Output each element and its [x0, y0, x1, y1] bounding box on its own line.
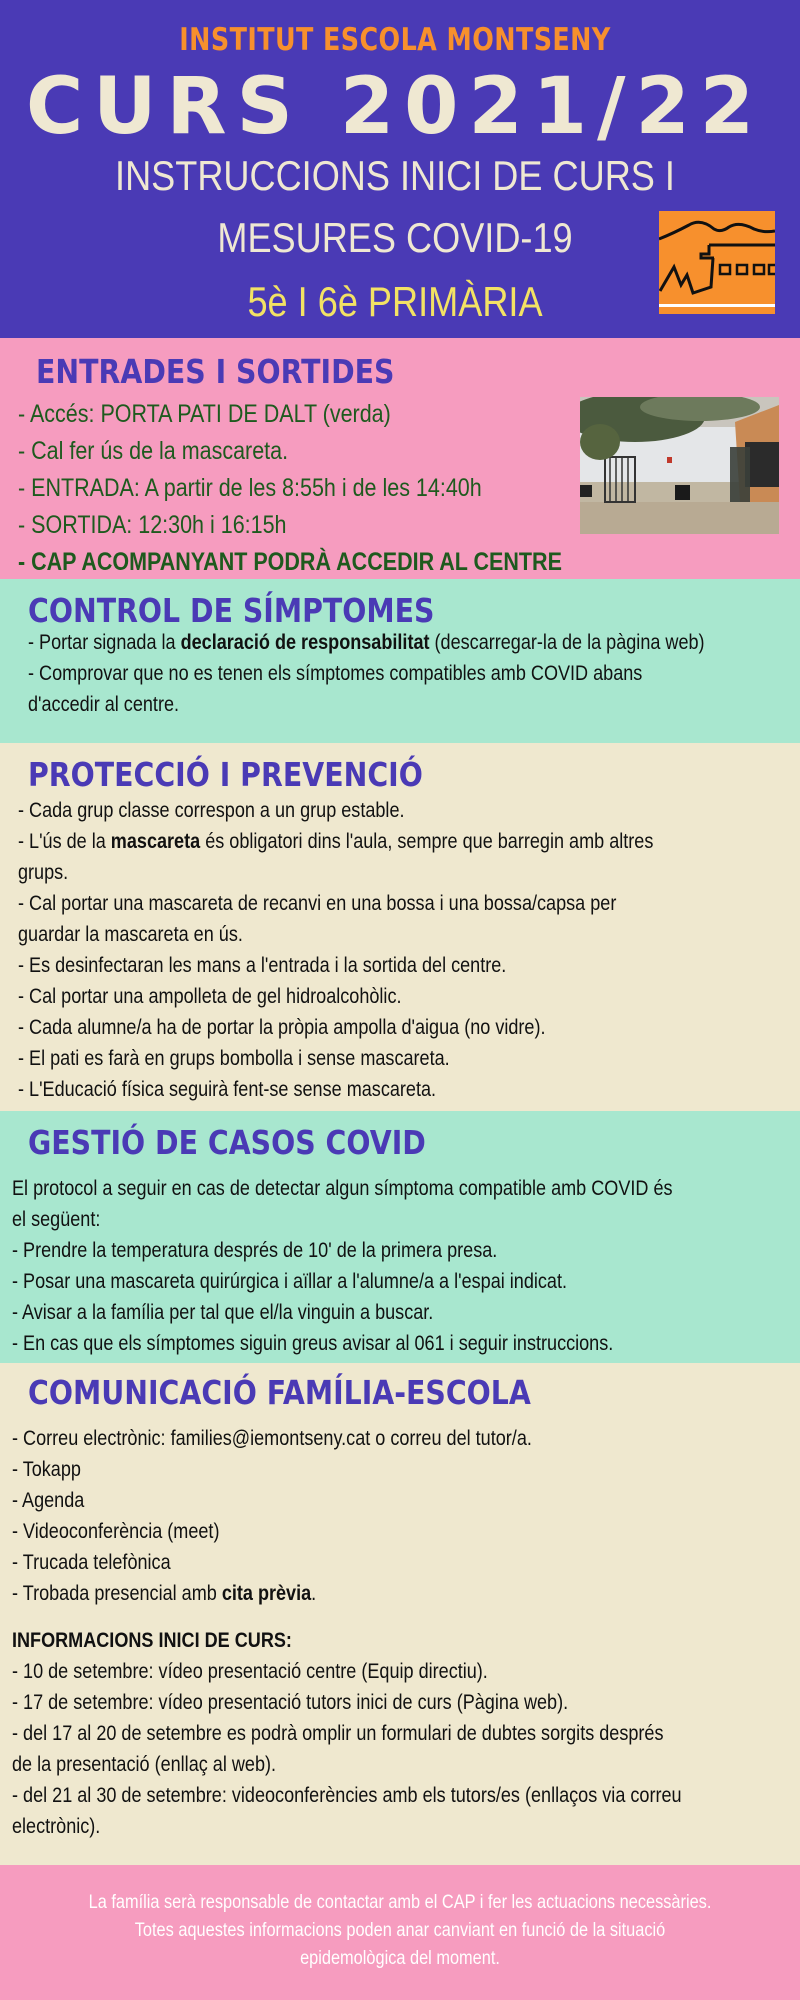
- school-name: INSTITUT ESCOLA MONTSENY: [179, 22, 611, 58]
- course-title: CURS 2021/22: [25, 62, 765, 152]
- subtitle-line-2: MESURES COVID-19: [217, 214, 573, 261]
- list-item: - El pati es farà en grups bombolla i sense mascareta.: [18, 1047, 450, 1070]
- list-item: - del 21 al 30 de setembre: videoconferències amb els tutors/es (enllaços via correu: [12, 1784, 682, 1807]
- info-inici-curs: [12, 1625, 791, 1842]
- list-item: el següent:: [12, 1208, 101, 1231]
- list-item: - Videoconferència (meet): [12, 1520, 220, 1543]
- list-item: - CAP ACOMPANYANT PODRÀ ACCEDIR AL CENTRE: [18, 548, 562, 576]
- control-list: [28, 627, 800, 720]
- list-item: - Correu electrònic: families@iemontseny.cat o correu del tutor/a.: [12, 1427, 532, 1450]
- list-item: - Comprovar que no es tenen els símptomes compatibles amb COVID abans: [28, 662, 643, 685]
- list-item: - L'ús de la mascareta és obligatori dins l'aula, sempre que barregin amb altres: [18, 830, 654, 853]
- section-title: ENTRADES I SORTIDES: [36, 352, 395, 391]
- list-item: grups.: [18, 861, 69, 884]
- list-item: - Avisar a la família per tal que el/la vinguin a buscar.: [12, 1301, 434, 1324]
- list-item: - ENTRADA: A partir de les 8:55h i de les 14:40h: [18, 474, 482, 502]
- school-logo-icon: [659, 211, 775, 314]
- list-item: - Accés: PORTA PATI DE DALT (verda): [18, 400, 391, 428]
- section-title: COMUNICACIÓ FAMÍLIA-ESCOLA: [28, 1373, 531, 1412]
- list-item: - Tokapp: [12, 1458, 81, 1481]
- footer-band: [0, 1865, 800, 2000]
- section-gestio: [0, 1111, 800, 1363]
- list-item: - Agenda: [12, 1489, 85, 1512]
- comunicacio-list: [12, 1423, 617, 1609]
- entrades-list: [18, 396, 650, 581]
- list-item: d'accedir al centre.: [28, 693, 180, 716]
- school-gate-photo: [580, 397, 779, 534]
- proteccio-list: [18, 795, 757, 1105]
- list-item: - Cada grup classe correspon a un grup estable.: [18, 799, 405, 822]
- list-item: - Cal portar una ampolleta de gel hidroalcohòlic.: [18, 985, 402, 1008]
- list-item: - SORTIDA: 12:30h i 16:15h: [18, 511, 287, 539]
- section-title: GESTIÓ DE CASOS COVID: [28, 1123, 426, 1162]
- list-item: - Es desinfectaran les mans a l'entrada i la sortida del centre.: [18, 954, 507, 977]
- list-item: - Prendre la temperatura després de 10' de la primera presa.: [12, 1239, 498, 1262]
- header-band: [0, 0, 800, 338]
- section-comunicacio: [0, 1363, 800, 1865]
- list-item: - del 17 al 20 de setembre es podrà omplir un formulari de dubtes sorgits després: [12, 1722, 664, 1745]
- list-item: - En cas que els símptomes siguin greus avisar al 061 i seguir instruccions.: [12, 1332, 614, 1355]
- list-item: - Trucada telefònica: [12, 1551, 171, 1574]
- footer-note: La família serà responsable de contactar amb el CAP i fer les actuacions necessàries. Totes aquestes informacions poden anar canviant en funció de la situació epidemològica del moment.: [88, 1892, 712, 1969]
- list-item: - Cal portar una mascareta de recanvi en una bossa i una bossa/capsa per: [18, 892, 617, 915]
- list-item: - 10 de setembre: vídeo presentació centre (Equip directiu).: [12, 1660, 488, 1683]
- list-item: de la presentació (enllaç al web).: [12, 1753, 277, 1776]
- section-title: PROTECCIÓ I PREVENCIÓ: [28, 755, 423, 794]
- list-item: - Trobada presencial amb cita prèvia.: [12, 1582, 317, 1605]
- list-item: - 17 de setembre: vídeo presentació tutors inici de curs (Pàgina web).: [12, 1691, 569, 1714]
- list-item: - Cada alumne/a ha de portar la pròpia ampolla d'aigua (no vidre).: [18, 1016, 546, 1039]
- section-control: [0, 579, 800, 743]
- section-proteccio: [0, 743, 800, 1111]
- list-item: El protocol a seguir en cas de detectar algun símptoma compatible amb COVID és: [12, 1177, 673, 1200]
- info-title: INFORMACIONS INICI DE CURS:: [12, 1629, 292, 1652]
- subtitle-line-1: INSTRUCCIONS INICI DE CURS I: [115, 152, 675, 199]
- grade-label: 5è I 6è PRIMÀRIA: [247, 278, 543, 325]
- gestio-list: [12, 1173, 780, 1359]
- section-entrades: [0, 338, 800, 579]
- list-item: - Portar signada la declaració de responsabilitat (descarregar-la de la pàgina web): [28, 631, 705, 654]
- list-item: - Cal fer ús de la mascareta.: [18, 437, 289, 465]
- list-item: guardar la mascareta en ús.: [18, 923, 243, 946]
- section-title: CONTROL DE SÍMPTOMES: [28, 591, 435, 630]
- list-item: electrònic).: [12, 1815, 101, 1838]
- list-item: - Posar una mascareta quirúrgica i aïllar a l'alumne/a a l'espai indicat.: [12, 1270, 567, 1293]
- list-item: - L'Educació física seguirà fent-se sense mascareta.: [18, 1078, 437, 1101]
